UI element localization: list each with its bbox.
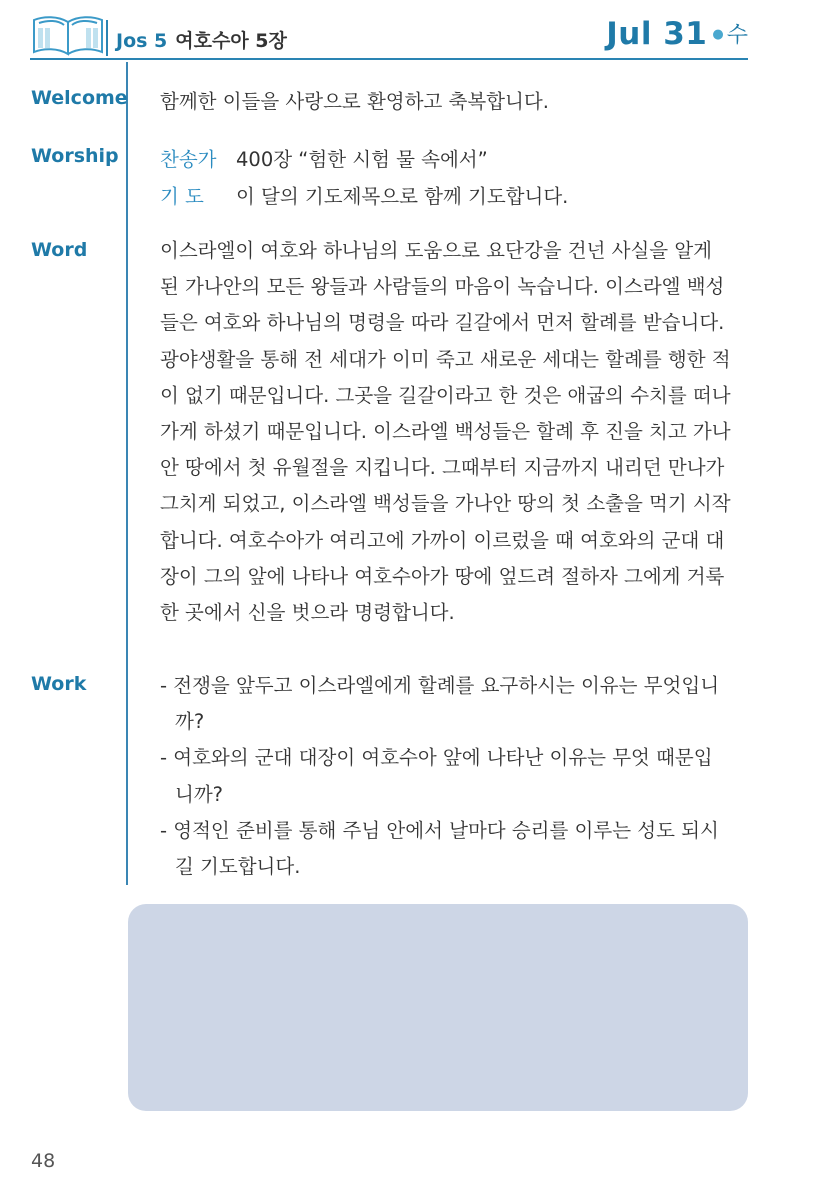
hymn-row bbox=[160, 144, 750, 172]
page-number: 48 bbox=[31, 1150, 56, 1172]
work-question-line: 길 기도합니다. bbox=[175, 854, 301, 878]
word-line: 들은 여호와 하나님의 명령을 따라 길갈에서 먼저 할례를 받습니다. bbox=[160, 311, 725, 335]
word-line: 한 곳에서 신을 벗으라 명령합니다. bbox=[160, 600, 455, 624]
open-book-icon bbox=[30, 12, 106, 56]
word-line: 그치게 되었고, 이스라엘 백성들을 가나안 땅의 첫 소출을 먹기 시작 bbox=[160, 492, 731, 516]
word-label: Word bbox=[31, 239, 88, 261]
welcome-label: Welcome bbox=[31, 87, 128, 109]
word-line: 안 땅에서 첫 유월절을 지킵니다. 그때부터 지금까지 내리던 만나가 bbox=[160, 456, 725, 480]
section-divider-line bbox=[126, 62, 128, 885]
date-heading bbox=[606, 16, 748, 52]
word-line: 이 없기 때문입니다. 그곳을 길갈이라고 한 것은 애굽의 수치를 떠나 bbox=[160, 383, 731, 407]
work-question-line: - 전쟁을 앞두고 이스라엘에게 할례를 요구하시는 이유는 무엇입니 bbox=[160, 674, 720, 697]
prayer-row bbox=[160, 181, 750, 209]
prayer-value: 이 달의 기도제목으로 함께 기도합니다. bbox=[236, 185, 569, 208]
work-label: Work bbox=[31, 673, 87, 695]
work-question-line: - 영적인 준비를 통해 주님 안에서 날마다 승리를 이루는 성도 되시 bbox=[160, 818, 719, 842]
memo-box bbox=[128, 904, 748, 1111]
word-line: 광야생활을 통해 전 세대가 이미 죽고 새로운 세대는 할례를 행한 적 bbox=[160, 347, 731, 371]
header-divider bbox=[106, 20, 108, 56]
weekday-text: 수 bbox=[726, 23, 748, 48]
word-line: 합니다. 여호수아가 여리고에 가까이 이르렀을 때 여호와의 군대 대 bbox=[160, 528, 725, 552]
work-question-line: 까? bbox=[175, 710, 205, 734]
page-header bbox=[0, 0, 820, 62]
header-rule bbox=[30, 58, 748, 60]
prayer-key: 기 도 bbox=[160, 185, 204, 208]
welcome-text: 함께한 이들을 사랑으로 환영하고 축복합니다. bbox=[160, 90, 549, 113]
passage-title: 여호수아 5장 bbox=[175, 30, 287, 52]
passage-heading bbox=[116, 26, 287, 53]
hymn-key: 찬송가 bbox=[160, 148, 217, 171]
word-line: 장이 그의 앞에 나타나 여호수아가 땅에 엎드려 절하자 그에게 거룩 bbox=[160, 564, 725, 588]
work-question-line: - 여호와의 군대 대장이 여호수아 앞에 나타난 이유는 무엇 때문입 bbox=[160, 746, 713, 770]
word-paragraph bbox=[160, 235, 750, 633]
work-list bbox=[160, 670, 750, 887]
worship-label: Worship bbox=[31, 145, 119, 167]
word-line: 이스라엘이 여호와 하나님의 도움으로 요단강을 건넌 사실을 알게 bbox=[160, 239, 712, 262]
separator-dot-icon: ● bbox=[712, 27, 724, 42]
work-question-line: 니까? bbox=[175, 782, 224, 806]
word-line: 된 가나안의 모든 왕들과 사람들의 마음이 녹습니다. 이스라엘 백성 bbox=[160, 275, 725, 299]
passage-ref: Jos 5 bbox=[116, 30, 168, 52]
date-text: Jul 31 bbox=[606, 16, 708, 52]
hymn-value: 400장 “험한 시험 물 속에서” bbox=[236, 148, 488, 171]
word-line: 가게 하셨기 때문입니다. 이스라엘 백성들은 할례 후 진을 치고 가나 bbox=[160, 419, 731, 443]
